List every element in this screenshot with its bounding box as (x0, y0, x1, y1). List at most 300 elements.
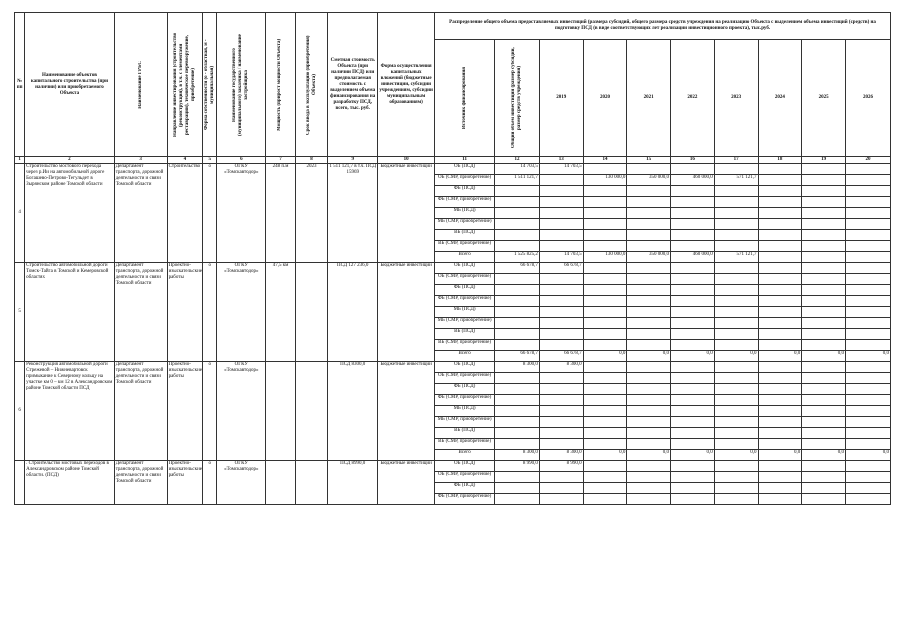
column-number: 8 (295, 157, 328, 164)
year-amount-cell (714, 472, 758, 483)
year-amount-cell (583, 329, 627, 340)
year-amount-cell: 571 121,7 (714, 252, 758, 263)
object-ownership: о (203, 461, 217, 505)
year-amount-cell (671, 208, 715, 219)
column-number: 4 (167, 157, 203, 164)
year-amount-cell (539, 373, 583, 384)
year-amount-cell (671, 241, 715, 252)
year-amount-cell (758, 494, 802, 505)
year-amount-cell (671, 461, 715, 472)
year-amount-cell (539, 208, 583, 219)
object-capacity: 248 п.м (266, 164, 296, 263)
year-amount-cell (583, 263, 627, 274)
year-amount-cell (583, 439, 627, 450)
column-number: 9 (328, 157, 378, 164)
object-cost: 1 511 121,7 в т.ч. ПСД 15969 (328, 164, 378, 263)
header-source: Источник финансирования (435, 40, 495, 157)
object-investment-form: Бюджетные инвестиции (378, 263, 435, 362)
object-cost: ПСД 8990,0 (328, 461, 378, 505)
funding-source: ОБ (СМР, приобретение) (435, 373, 495, 384)
year-amount-cell (539, 175, 583, 186)
year-amount-cell (758, 164, 802, 175)
year-amount-cell (802, 296, 846, 307)
year-amount-cell (671, 395, 715, 406)
year-amount-cell (845, 494, 890, 505)
object-direction: Проектно-изыскательские работы (167, 263, 203, 362)
funding-source: ВБ (ПСД) (435, 329, 495, 340)
year-amount-cell (802, 219, 846, 230)
object-cost: ПСД 127 236,0 (328, 263, 378, 362)
year-amount-cell (671, 285, 715, 296)
year-amount-cell: 0,0 (583, 351, 627, 362)
year-amount-cell (802, 384, 846, 395)
year-amount-cell (758, 417, 802, 428)
year-amount-cell: 8 300,0 (539, 362, 583, 373)
column-number: 10 (378, 157, 435, 164)
year-amount-cell (845, 241, 890, 252)
year-amount-cell (583, 285, 627, 296)
year-amount-cell (845, 164, 890, 175)
object-index: 4 (15, 164, 25, 263)
year-amount-cell: 0,0 (845, 450, 890, 461)
total-amount-cell (495, 483, 540, 494)
year-amount-cell (845, 219, 890, 230)
year-amount-cell (802, 307, 846, 318)
year-amount-cell (845, 384, 890, 395)
funding-source: ФБ (ПСД) (435, 186, 495, 197)
year-amount-cell: 0,0 (714, 450, 758, 461)
year-amount-cell (802, 318, 846, 329)
total-amount-cell (495, 439, 540, 450)
year-amount-cell (627, 428, 671, 439)
year-amount-cell (758, 274, 802, 285)
year-amount-cell (627, 219, 671, 230)
table-row (15, 362, 891, 373)
year-amount-cell (539, 219, 583, 230)
year-amount-cell (671, 307, 715, 318)
investment-table (14, 12, 891, 505)
funding-source: МБ (ПСД) (435, 406, 495, 417)
year-amount-cell (539, 241, 583, 252)
year-amount-cell (671, 164, 715, 175)
column-number: 13 (539, 157, 583, 164)
year-amount-cell (539, 340, 583, 351)
header-year: 2025 (802, 40, 846, 157)
year-amount-cell (802, 252, 846, 263)
year-amount-cell (583, 340, 627, 351)
total-amount-cell (495, 230, 540, 241)
year-amount-cell (583, 406, 627, 417)
header-customer: Наименование государственного (муниципального) заказчика / наименование застройщика (217, 13, 266, 157)
year-amount-cell (845, 318, 890, 329)
year-amount-cell (714, 285, 758, 296)
year-amount-cell (714, 483, 758, 494)
year-amount-cell (758, 175, 802, 186)
year-amount-cell (539, 274, 583, 285)
total-amount-cell (495, 241, 540, 252)
object-ownership: о (203, 164, 217, 263)
header-grbs: Наименование ГРБС (114, 13, 167, 157)
year-amount-cell (758, 307, 802, 318)
header-year: 2019 (539, 40, 583, 157)
year-amount-cell: 350 000,0 (627, 252, 671, 263)
object-commissioning (295, 362, 328, 461)
object-customer: ОГКУ «Томскавтодор» (217, 362, 266, 461)
year-amount-cell (627, 406, 671, 417)
year-amount-cell (583, 362, 627, 373)
year-amount-cell (627, 197, 671, 208)
object-customer: ОГКУ «Томскавтодор» (217, 461, 266, 505)
year-amount-cell (758, 406, 802, 417)
object-ownership: о (203, 263, 217, 362)
column-number: 3 (114, 157, 167, 164)
year-amount-cell (627, 307, 671, 318)
header-year: 2022 (671, 40, 715, 157)
year-amount-cell (845, 252, 890, 263)
object-ownership: о (203, 362, 217, 461)
year-amount-cell (671, 472, 715, 483)
year-amount-cell (758, 428, 802, 439)
object-grbs: Департамент транспорта, дорожной деятельности и связи Томской области (114, 263, 167, 362)
year-amount-cell: 0,0 (583, 450, 627, 461)
year-amount-cell (802, 362, 846, 373)
column-number: 12 (495, 157, 540, 164)
year-amount-cell (583, 472, 627, 483)
object-grbs: Департамент транспорта, дорожной деятельности и связи Томской области (114, 461, 167, 505)
funding-source: Всего (435, 252, 495, 263)
year-amount-cell (714, 395, 758, 406)
year-amount-cell (627, 340, 671, 351)
total-amount-cell (495, 494, 540, 505)
year-amount-cell (802, 340, 846, 351)
funding-source: ФБ (ПСД) (435, 483, 495, 494)
header-investment-form: Форма осуществления капитальных вложений (бюджетные инвестиции, субсидии учреждениям, субсидии муниципальным образованиям) (378, 13, 435, 157)
year-amount-cell (845, 175, 890, 186)
year-amount-cell (714, 329, 758, 340)
year-amount-cell: 350 000,0 (627, 175, 671, 186)
funding-source: МБ (СМР, приобретение) (435, 318, 495, 329)
year-amount-cell (539, 417, 583, 428)
year-amount-cell (671, 329, 715, 340)
year-amount-cell (583, 373, 627, 384)
year-amount-cell (714, 406, 758, 417)
year-amount-cell (845, 230, 890, 241)
year-amount-cell (845, 307, 890, 318)
year-amount-cell (714, 197, 758, 208)
year-amount-cell (802, 230, 846, 241)
object-grbs: Департамент транспорта, дорожной деятельности и связи Томской области (114, 164, 167, 263)
year-amount-cell (714, 219, 758, 230)
year-amount-cell: 0,0 (627, 351, 671, 362)
column-number: 2 (25, 157, 115, 164)
year-amount-cell (539, 384, 583, 395)
year-amount-cell: 460 000,0 (671, 175, 715, 186)
total-amount-cell: 8 990,0 (495, 461, 540, 472)
funding-source: ВБ (СМР, приобретение) (435, 439, 495, 450)
year-amount-cell (802, 406, 846, 417)
year-amount-cell (627, 230, 671, 241)
year-amount-cell (802, 439, 846, 450)
year-amount-cell (758, 197, 802, 208)
year-amount-cell (583, 461, 627, 472)
total-amount-cell: 8 300,0 (495, 450, 540, 461)
year-amount-cell: 66 678,7 (539, 351, 583, 362)
year-amount-cell (627, 208, 671, 219)
year-amount-cell (671, 384, 715, 395)
total-amount-cell: 14 703,5 (495, 164, 540, 175)
year-amount-cell: 460 000,0 (671, 252, 715, 263)
year-amount-cell (671, 494, 715, 505)
year-amount-cell (802, 186, 846, 197)
total-amount-cell (495, 219, 540, 230)
year-amount-cell (627, 494, 671, 505)
funding-source: ОБ (СМР, приобретение) (435, 472, 495, 483)
object-commissioning (295, 461, 328, 505)
column-number: 1 (15, 157, 25, 164)
year-amount-cell (802, 285, 846, 296)
year-amount-cell (627, 285, 671, 296)
total-amount-cell: 8 300,0 (495, 362, 540, 373)
year-amount-cell (714, 307, 758, 318)
year-amount-cell (627, 373, 671, 384)
year-amount-cell (583, 395, 627, 406)
year-amount-cell (758, 362, 802, 373)
column-number: 19 (802, 157, 846, 164)
year-amount-cell (539, 186, 583, 197)
total-amount-cell (495, 274, 540, 285)
year-amount-cell (539, 285, 583, 296)
year-amount-cell (758, 241, 802, 252)
funding-source: МБ (СМР, приобретение) (435, 219, 495, 230)
funding-source: МБ (СМР, приобретение) (435, 417, 495, 428)
year-amount-cell (671, 274, 715, 285)
column-number: 17 (714, 157, 758, 164)
year-amount-cell (802, 274, 846, 285)
year-amount-cell (627, 472, 671, 483)
year-amount-cell (845, 472, 890, 483)
year-amount-cell (671, 186, 715, 197)
year-amount-cell (802, 417, 846, 428)
year-amount-cell (845, 362, 890, 373)
year-amount-cell: 66 678,7 (539, 263, 583, 274)
total-amount-cell (495, 472, 540, 483)
header-year: 2023 (714, 40, 758, 157)
total-amount-cell (495, 318, 540, 329)
year-amount-cell: 0,0 (758, 351, 802, 362)
year-amount-cell (845, 406, 890, 417)
object-name: Реконструкция автомобильной дороги Стрежевой – Нижневартовск примыкание к Северному кольцу на участке км 0 – км 12 в Александровском районе Томской области ПСД (25, 362, 115, 461)
year-amount-cell (627, 296, 671, 307)
year-amount-cell (714, 439, 758, 450)
year-amount-cell (583, 307, 627, 318)
year-amount-cell: 8 990,0 (539, 461, 583, 472)
year-amount-cell (758, 296, 802, 307)
year-amount-cell (845, 285, 890, 296)
year-amount-cell (758, 483, 802, 494)
year-amount-cell (802, 461, 846, 472)
year-amount-cell (758, 219, 802, 230)
year-amount-cell (671, 362, 715, 373)
year-amount-cell (845, 461, 890, 472)
year-amount-cell (802, 197, 846, 208)
year-amount-cell (627, 186, 671, 197)
funding-source: ВБ (ПСД) (435, 230, 495, 241)
year-amount-cell (714, 274, 758, 285)
year-amount-cell (583, 197, 627, 208)
year-amount-cell (583, 164, 627, 175)
year-amount-cell (758, 461, 802, 472)
header-year: 2024 (758, 40, 802, 157)
year-amount-cell (802, 164, 846, 175)
year-amount-cell (539, 230, 583, 241)
year-amount-cell (802, 263, 846, 274)
document-page (14, 12, 891, 505)
year-amount-cell (714, 428, 758, 439)
year-amount-cell (714, 263, 758, 274)
year-amount-cell (714, 208, 758, 219)
table-row (15, 263, 891, 274)
funding-source: МБ (ПСД) (435, 307, 495, 318)
total-amount-cell (495, 307, 540, 318)
year-amount-cell (714, 241, 758, 252)
year-amount-cell (583, 384, 627, 395)
funding-source: ФБ (ПСД) (435, 384, 495, 395)
total-amount-cell (495, 373, 540, 384)
year-amount-cell (845, 263, 890, 274)
column-number: 14 (583, 157, 627, 164)
year-amount-cell (583, 428, 627, 439)
funding-source: МБ (ПСД) (435, 208, 495, 219)
object-customer: ОГКУ «Томскавтодор» (217, 164, 266, 263)
year-amount-cell (845, 208, 890, 219)
object-direction: Строительство (167, 164, 203, 263)
column-number: 5 (203, 157, 217, 164)
year-amount-cell: 0,0 (671, 450, 715, 461)
total-amount-cell (495, 428, 540, 439)
year-amount-cell: 0,0 (845, 351, 890, 362)
year-amount-cell (583, 219, 627, 230)
header-total-volume: Общий объем инвестиций (размер субсидий, размер средств учреждения) (495, 40, 540, 157)
year-amount-cell (627, 384, 671, 395)
year-amount-cell (758, 373, 802, 384)
year-amount-cell (583, 318, 627, 329)
year-amount-cell (627, 483, 671, 494)
year-amount-cell (627, 362, 671, 373)
total-amount-cell (495, 384, 540, 395)
funding-source: ВБ (ПСД) (435, 428, 495, 439)
header-num: № пп (15, 13, 25, 157)
object-capacity (266, 461, 296, 505)
total-amount-cell: 1 525 825,2 (495, 252, 540, 263)
year-amount-cell (802, 483, 846, 494)
year-amount-cell (539, 395, 583, 406)
object-direction: Проектно-изыскательские работы (167, 461, 203, 505)
year-amount-cell (671, 417, 715, 428)
year-amount-cell (845, 274, 890, 285)
total-amount-cell (495, 208, 540, 219)
year-amount-cell (845, 439, 890, 450)
year-amount-cell (758, 329, 802, 340)
header-year: 2021 (627, 40, 671, 157)
year-amount-cell: 0,0 (627, 450, 671, 461)
total-amount-cell: 66 678,7 (495, 351, 540, 362)
object-index: 6 (15, 362, 25, 461)
year-amount-cell (714, 362, 758, 373)
year-amount-cell (583, 186, 627, 197)
year-amount-cell: 0,0 (714, 351, 758, 362)
year-amount-cell: 130 000,0 (583, 252, 627, 263)
column-number: 15 (627, 157, 671, 164)
funding-source: ФБ (СМР, приобретение) (435, 296, 495, 307)
year-amount-cell (802, 241, 846, 252)
year-amount-cell (758, 230, 802, 241)
year-amount-cell (714, 384, 758, 395)
year-amount-cell (802, 208, 846, 219)
object-commissioning (295, 263, 328, 362)
funding-source: ФБ (СМР, приобретение) (435, 494, 495, 505)
year-amount-cell (627, 395, 671, 406)
total-amount-cell (495, 417, 540, 428)
funding-source: ВБ (СМР, приобретение) (435, 241, 495, 252)
funding-source: ОБ (ПСД) (435, 263, 495, 274)
total-amount-cell (495, 395, 540, 406)
year-amount-cell (539, 296, 583, 307)
funding-source: ОБ (ПСД) (435, 461, 495, 472)
year-amount-cell (758, 285, 802, 296)
header-year: 2026 (845, 40, 890, 157)
year-amount-cell (714, 461, 758, 472)
year-amount-cell (539, 197, 583, 208)
year-amount-cell (758, 208, 802, 219)
year-amount-cell (758, 263, 802, 274)
object-investment-form: Бюджетные инвестиции (378, 362, 435, 461)
header-direction: Направление инвестирования (строительство (реконструкция), в т.ч. с элементами реставрации), техническое перевооружение, приобретение) (167, 13, 203, 157)
year-amount-cell (671, 340, 715, 351)
funding-source: ФБ (СМР, приобретение) (435, 395, 495, 406)
year-amount-cell (539, 472, 583, 483)
total-amount-cell (495, 285, 540, 296)
object-customer: ОГКУ «Томскавтодор» (217, 263, 266, 362)
year-amount-cell (627, 439, 671, 450)
year-amount-cell: 571 121,7 (714, 175, 758, 186)
year-amount-cell (845, 417, 890, 428)
funding-source: ОБ (СМР, приобретение) (435, 175, 495, 186)
header-ownership: Форма собственности (о - областная, м - муниципальная) (203, 13, 217, 157)
total-amount-cell (495, 186, 540, 197)
year-amount-cell (539, 406, 583, 417)
year-amount-cell: 8 300,0 (539, 450, 583, 461)
object-name: Строительство автомобильной дороги Томск-Тайга в Томской и Кемеровской областях (25, 263, 115, 362)
year-amount-cell (714, 417, 758, 428)
funding-source: ФБ (ПСД) (435, 285, 495, 296)
object-grbs: Департамент транспорта, дорожной деятельности и связи Томской области (114, 362, 167, 461)
year-amount-cell (671, 439, 715, 450)
year-amount-cell (714, 164, 758, 175)
year-amount-cell (539, 483, 583, 494)
year-amount-cell (802, 428, 846, 439)
year-amount-cell (583, 494, 627, 505)
column-number: 11 (435, 157, 495, 164)
object-index (15, 461, 25, 505)
table-body (15, 164, 891, 505)
year-amount-cell (627, 318, 671, 329)
object-name: Строительство мостового перехода через р.Ии на автомобильной дороге Богашево-Петрово-Тегульдет в Зырянском районе Томской области (25, 164, 115, 263)
column-number: 6 (217, 157, 266, 164)
header-cost: Сметная стоимость Объекта (при наличии ПСД) или предполагаемая стоимость с выделением объема финансирования на разработку ПСД, всего, тыс. руб. (328, 13, 378, 157)
year-amount-cell (758, 395, 802, 406)
year-amount-cell (845, 296, 890, 307)
year-amount-cell (627, 461, 671, 472)
